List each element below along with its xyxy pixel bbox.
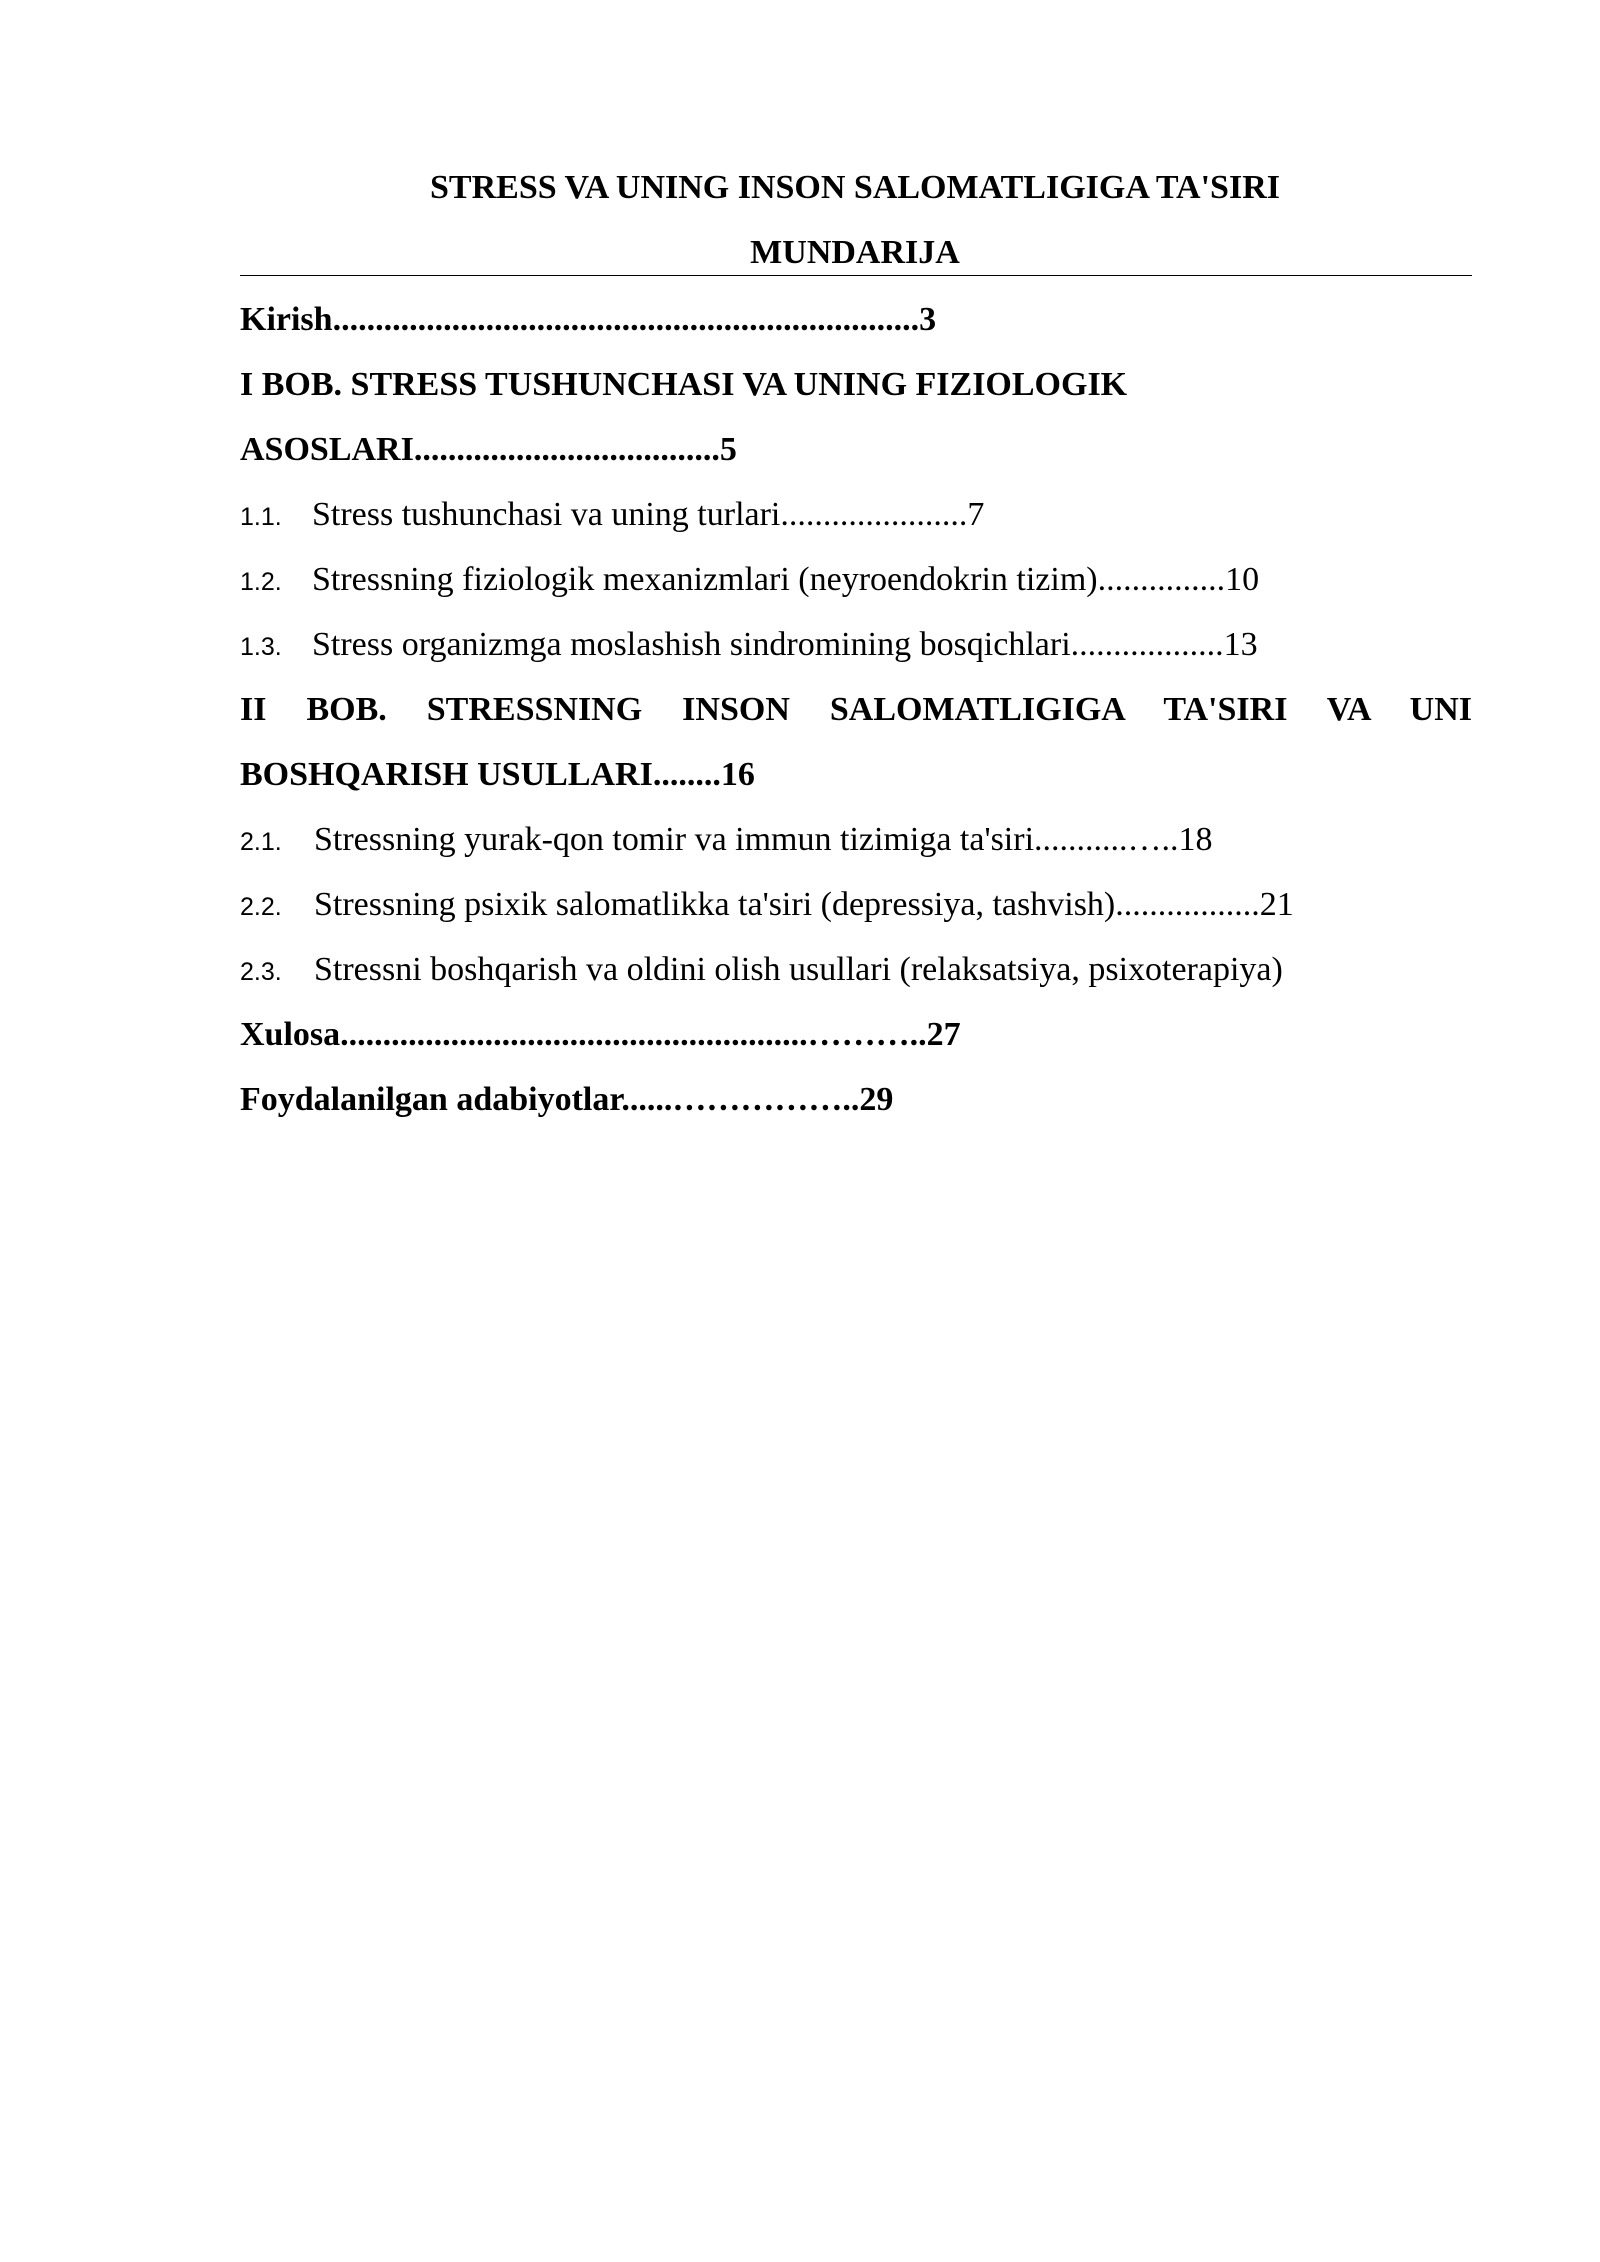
section-number: 1.3.: [240, 633, 282, 661]
section-title: Stressni boshqarish va oldini olish usullari (relaksatsiya, psixoterapiya): [314, 951, 1283, 988]
toc-entry-section-1-1: [240, 493, 1472, 537]
toc-entry-references: Foydalanilgan adabiyotlar......……………..29: [240, 1081, 894, 1118]
toc-entry-section-1-3: [240, 623, 1472, 667]
toc-entry-section-2-2: [240, 883, 1472, 927]
section-title: Stressning yurak-qon tomir va immun tizimiga ta'siri...........…..18: [314, 821, 1213, 858]
toc-entry-intro: Kirish.....................................................................3: [240, 301, 937, 338]
section-number: 2.1.: [240, 828, 282, 856]
section-title: Stressning psixik salomatlikka ta'siri (depressiya, tashvish).................21: [314, 886, 1294, 923]
heading-divider: [240, 275, 1472, 276]
section-number: 2.2.: [240, 893, 282, 921]
section-title: Stress tushunchasi va uning turlari......................7: [312, 496, 985, 533]
toc-entry-chapter1-line2: ASOSLARI....................................5: [240, 431, 737, 468]
toc-entry-section-2-3: [240, 948, 1472, 992]
toc-entry-section-1-2: [240, 558, 1472, 602]
toc-entry-chapter2-line2: BOSHQARISH USULLARI........16: [240, 756, 755, 793]
toc-entry-chapter1-line1: I BOB. STRESS TUSHUNCHASI VA UNING FIZIOLOGIK: [240, 366, 1128, 403]
section-number: 1.1.: [240, 503, 282, 531]
section-number: 1.2.: [240, 568, 282, 596]
section-title: Stress organizmga moslashish sindromining bosqichlari..................13: [312, 626, 1258, 663]
toc-heading: MUNDARIJA: [750, 234, 960, 271]
section-number: 2.3.: [240, 958, 282, 986]
toc-entry-chapter2-line1: II BOB. STRESSNING INSON SALOMATLIGIGA TA'SIRI VA UNI: [240, 691, 1472, 728]
document-title: STRESS VA UNING INSON SALOMATLIGIGA TA'SIRI: [430, 169, 1280, 206]
toc-entry-conclusion: Xulosa.......................................................………..27: [240, 1016, 961, 1053]
toc-entry-section-2-1: [240, 818, 1472, 862]
section-title: Stressning fiziologik mexanizmlari (neyroendokrin tizim)...............10: [312, 561, 1260, 598]
